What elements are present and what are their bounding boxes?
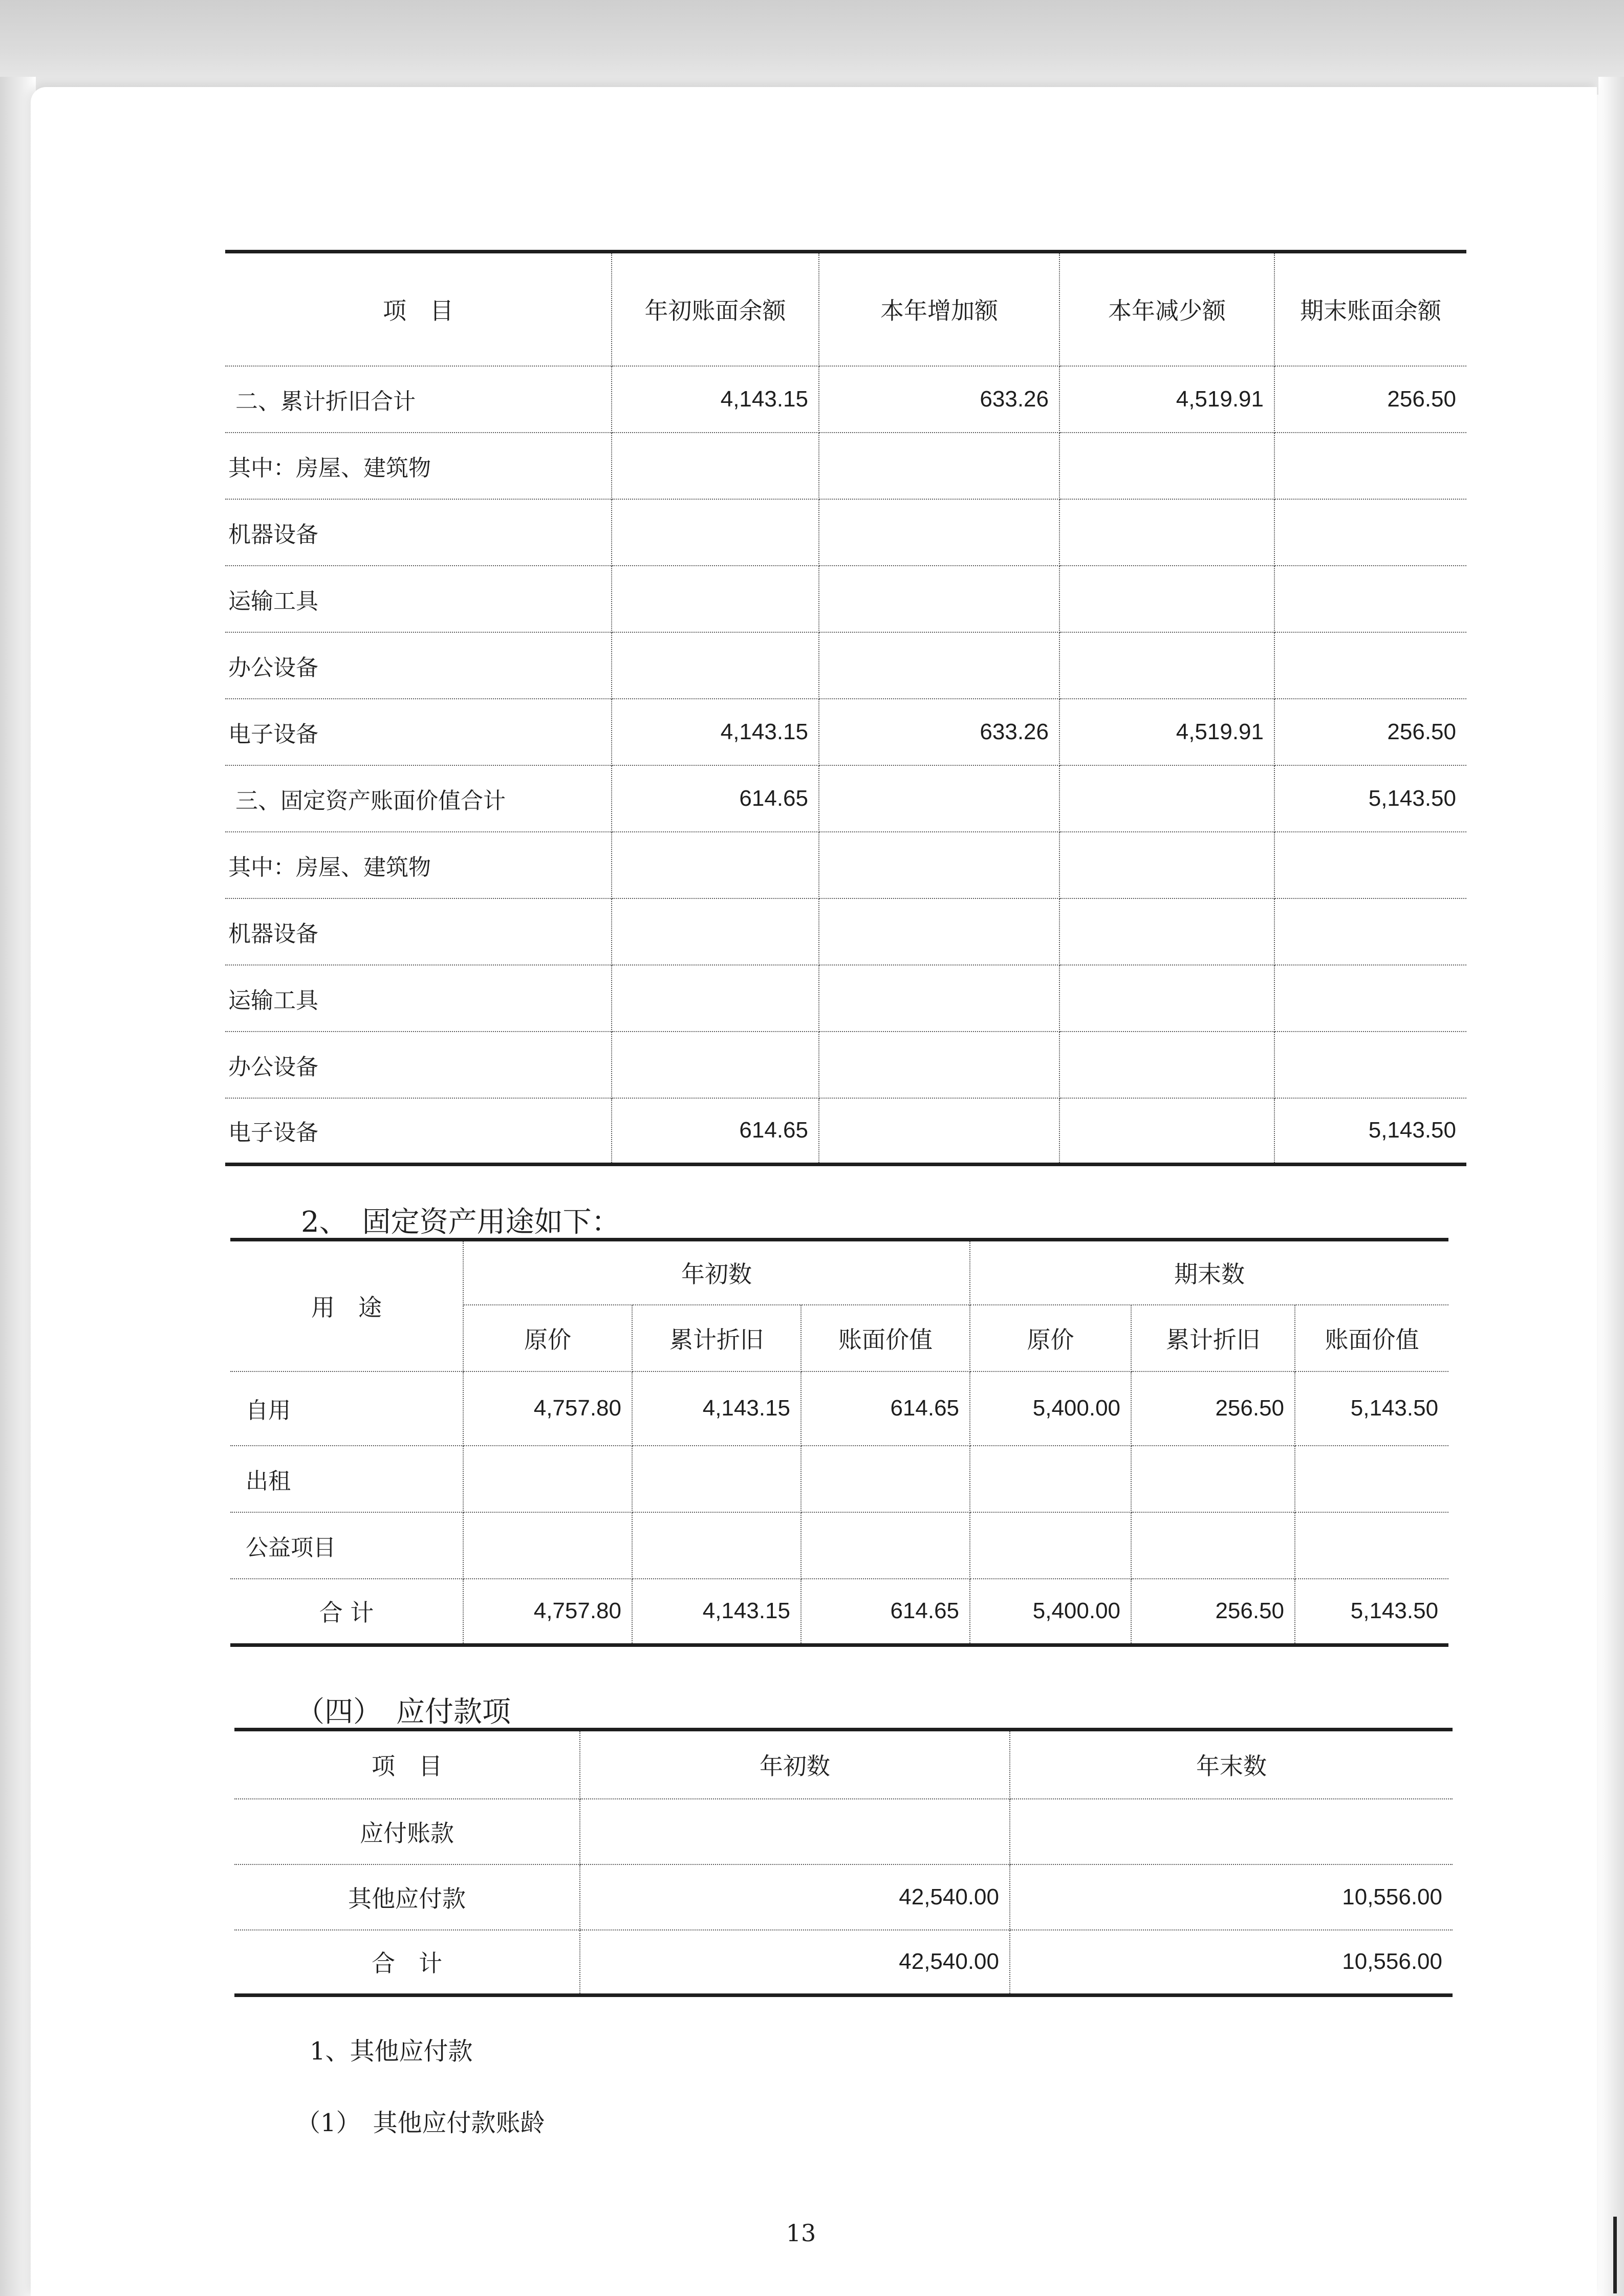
cell-value (612, 499, 819, 566)
cell-value (1059, 632, 1274, 699)
header-purpose: 用 途 (230, 1240, 463, 1371)
cell-value (1274, 433, 1466, 499)
cell-value (1059, 898, 1274, 965)
cell-value (819, 832, 1059, 898)
scan-shadow-right (1598, 77, 1624, 2296)
row-label: 电子设备 (225, 1098, 612, 1165)
page-number: 13 (786, 2219, 816, 2247)
header-opening-balance: 年初账面余额 (612, 252, 819, 366)
cell-value (819, 898, 1059, 965)
cell-value (1295, 1512, 1448, 1579)
table-row (230, 1446, 1448, 1512)
table-row (225, 433, 1466, 499)
cell-value: 4,143.15 (612, 699, 819, 765)
cell-value (612, 832, 819, 898)
table-row (225, 832, 1466, 898)
header-closing-group: 期末数 (970, 1240, 1448, 1305)
cell-value: 4,143.15 (632, 1371, 801, 1446)
cell-value: 256.50 (1131, 1371, 1295, 1446)
table-row (225, 632, 1466, 699)
cell-value (463, 1446, 632, 1512)
cell-value: 4,143.15 (612, 366, 819, 433)
cell-value: 256.50 (1131, 1579, 1295, 1645)
cell-value (632, 1446, 801, 1512)
table-row (225, 1032, 1466, 1098)
cell-value: 4,519.91 (1059, 699, 1274, 765)
table-row (225, 366, 1466, 433)
cell-value: 633.26 (819, 699, 1059, 765)
section-heading-payables: （四） 应付款项 (296, 1696, 511, 1729)
table-row (225, 566, 1466, 632)
section-heading-usage: 2、 固定资产用途如下： (301, 1206, 620, 1239)
cell-value (819, 1032, 1059, 1098)
cell-value: 42,540.00 (580, 1930, 1010, 1995)
cell-value: 614.65 (801, 1579, 970, 1645)
cell-value (1131, 1446, 1295, 1512)
cell-value (819, 765, 1059, 832)
cell-value (801, 1446, 970, 1512)
table-row (230, 1371, 1448, 1446)
cell-value (819, 499, 1059, 566)
header-accum-depreciation: 累计折旧 (1131, 1305, 1295, 1371)
header-original-cost: 原价 (970, 1305, 1131, 1371)
row-label: 其中：房屋、建筑物 (225, 433, 612, 499)
cell-value: 4,143.15 (632, 1579, 801, 1645)
table-total-row (230, 1579, 1448, 1645)
row-label: 运输工具 (225, 566, 612, 632)
row-label: 公益项目 (230, 1512, 463, 1579)
cell-value: 4,519.91 (1059, 366, 1274, 433)
cell-value (1274, 566, 1466, 632)
payables-table (234, 1728, 1453, 1997)
cell-value (819, 433, 1059, 499)
cell-value: 614.65 (612, 765, 819, 832)
table-row (225, 1098, 1466, 1165)
cell-value (1274, 1032, 1466, 1098)
table-row (225, 765, 1466, 832)
cell-value (801, 1512, 970, 1579)
fixed-assets-table (225, 250, 1466, 1166)
cell-value: 5,143.50 (1295, 1579, 1448, 1645)
cell-value (970, 1446, 1131, 1512)
row-label-total: 合 计 (234, 1930, 580, 1995)
cell-value: 256.50 (1274, 366, 1466, 433)
row-label: 出租 (230, 1446, 463, 1512)
cell-value (612, 433, 819, 499)
row-label: 办公设备 (225, 632, 612, 699)
cell-value: 5,143.50 (1274, 1098, 1466, 1165)
cell-value (1059, 499, 1274, 566)
header-book-value: 账面价值 (1295, 1305, 1448, 1371)
row-label: 其他应付款 (234, 1864, 580, 1930)
cell-value: 5,400.00 (970, 1579, 1131, 1645)
row-label: 机器设备 (225, 499, 612, 566)
header-item: 项 目 (225, 252, 612, 366)
cell-value (1131, 1512, 1295, 1579)
table-row (225, 499, 1466, 566)
table-row (234, 1864, 1453, 1930)
cell-value (819, 965, 1059, 1032)
cell-value (612, 566, 819, 632)
row-label: 三、固定资产账面价值合计 (225, 765, 612, 832)
header-opening-group: 年初数 (463, 1240, 970, 1305)
row-label: 其中：房屋、建筑物 (225, 832, 612, 898)
cell-value: 42,540.00 (580, 1864, 1010, 1930)
cell-value: 10,556.00 (1010, 1930, 1453, 1995)
scan-edge-mark (1613, 2217, 1617, 2293)
row-label: 运输工具 (225, 965, 612, 1032)
header-opening: 年初数 (580, 1730, 1010, 1799)
cell-value: 5,143.50 (1295, 1371, 1448, 1446)
cell-value (970, 1512, 1131, 1579)
asset-usage-table (230, 1238, 1448, 1647)
cell-value (1274, 499, 1466, 566)
cell-value (632, 1512, 801, 1579)
table-header-row (234, 1730, 1453, 1799)
row-label-total: 合 计 (230, 1579, 463, 1645)
header-original-cost: 原价 (463, 1305, 632, 1371)
cell-value (819, 632, 1059, 699)
cell-value (1274, 632, 1466, 699)
cell-value: 256.50 (1274, 699, 1466, 765)
subsection-aging: （1） 其他应付款账龄 (296, 2109, 545, 2137)
table-row (225, 965, 1466, 1032)
cell-value: 5,143.50 (1274, 765, 1466, 832)
cell-value (1059, 1032, 1274, 1098)
cell-value: 10,556.00 (1010, 1864, 1453, 1930)
cell-value: 633.26 (819, 366, 1059, 433)
cell-value (1274, 898, 1466, 965)
header-closing-balance: 期末账面余额 (1274, 252, 1466, 366)
cell-value (1059, 1098, 1274, 1165)
row-label: 自用 (230, 1371, 463, 1446)
cell-value (612, 1032, 819, 1098)
row-label: 机器设备 (225, 898, 612, 965)
subsection-other-payables: 1、其他应付款 (310, 2037, 473, 2066)
cell-value (1059, 765, 1274, 832)
cell-value (580, 1799, 1010, 1864)
cell-value (1059, 566, 1274, 632)
scan-shadow-top (0, 0, 1624, 95)
cell-value (1274, 832, 1466, 898)
cell-value (1059, 965, 1274, 1032)
cell-value (1274, 965, 1466, 1032)
table-total-row (234, 1930, 1453, 1995)
cell-value (612, 965, 819, 1032)
header-item: 项 目 (234, 1730, 580, 1799)
cell-value (612, 632, 819, 699)
header-book-value: 账面价值 (801, 1305, 970, 1371)
header-closing: 年末数 (1010, 1730, 1453, 1799)
cell-value (819, 1098, 1059, 1165)
cell-value: 4,757.80 (463, 1371, 632, 1446)
cell-value (1059, 832, 1274, 898)
header-increase: 本年增加额 (819, 252, 1059, 366)
cell-value (463, 1512, 632, 1579)
header-decrease: 本年减少额 (1059, 252, 1274, 366)
table-header-row (225, 252, 1466, 366)
cell-value (1010, 1799, 1453, 1864)
cell-value: 4,757.80 (463, 1579, 632, 1645)
cell-value: 614.65 (612, 1098, 819, 1165)
cell-value (819, 566, 1059, 632)
cell-value (1059, 433, 1274, 499)
header-accum-depreciation: 累计折旧 (632, 1305, 801, 1371)
table-header-row (230, 1240, 1448, 1305)
cell-value: 614.65 (801, 1371, 970, 1446)
table-row (225, 898, 1466, 965)
table-row (230, 1512, 1448, 1579)
row-label: 电子设备 (225, 699, 612, 765)
cell-value (612, 898, 819, 965)
table-row (234, 1799, 1453, 1864)
row-label: 应付账款 (234, 1799, 580, 1864)
table-row (225, 699, 1466, 765)
row-label: 办公设备 (225, 1032, 612, 1098)
cell-value (1295, 1446, 1448, 1512)
row-label: 二、累计折旧合计 (225, 366, 612, 433)
cell-value: 5,400.00 (970, 1371, 1131, 1446)
